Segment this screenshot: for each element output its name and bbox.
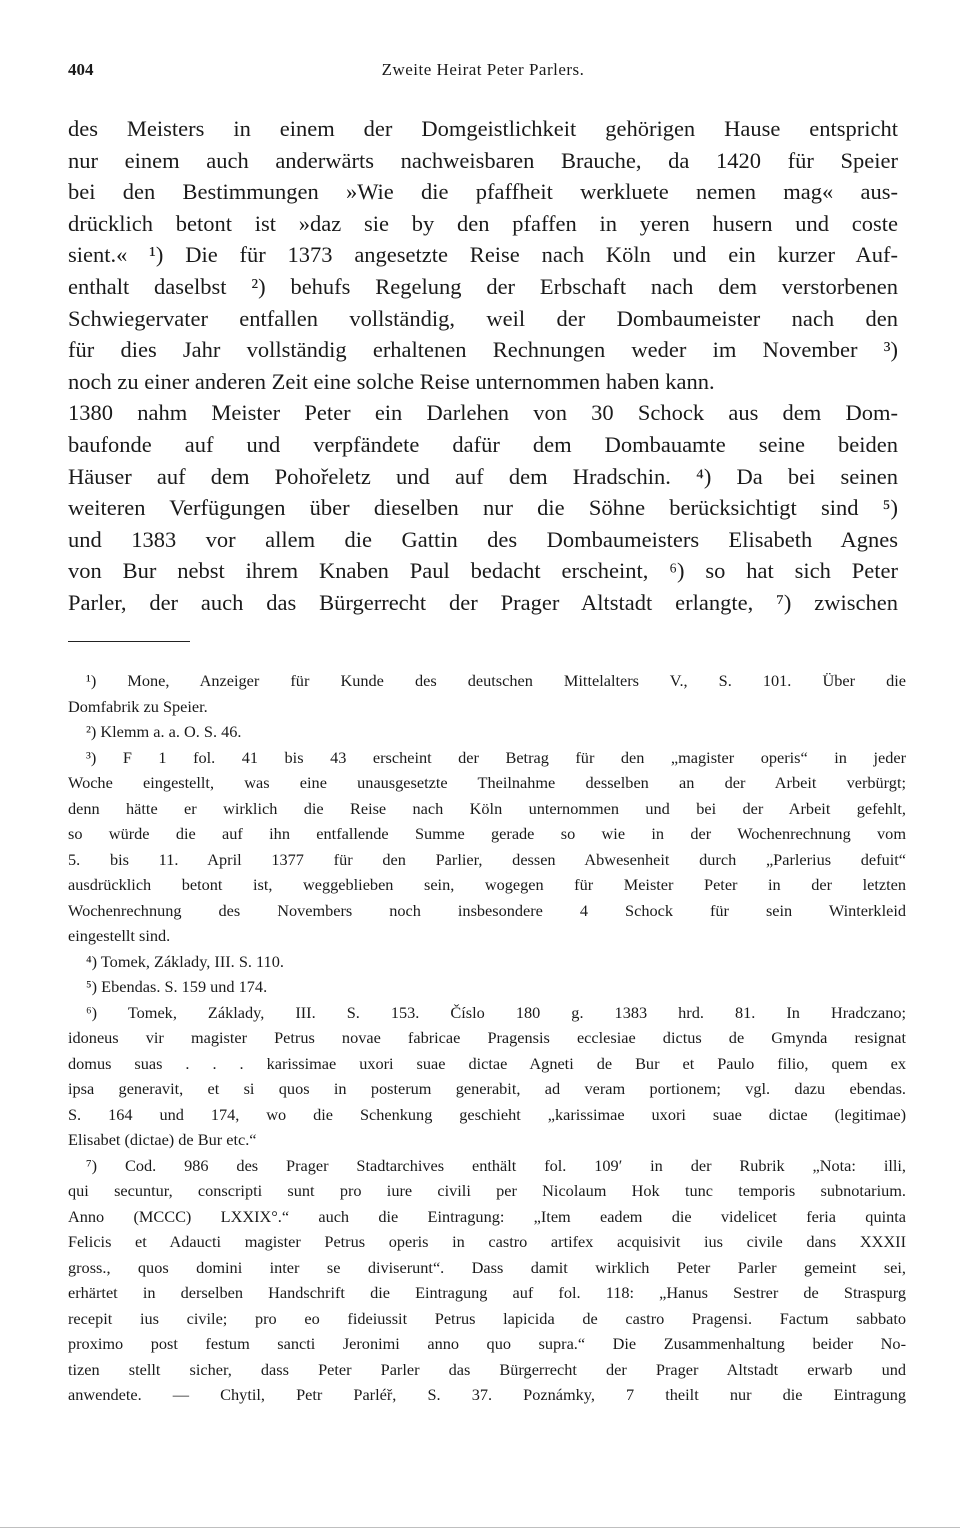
body-line: enthalt daselbst ²) behufs Regelung der Erbschaft nach dem verstorbenen bbox=[68, 273, 898, 299]
footnote-line: idoneus vir magister Petrus novae fabricae Pragensis ecclesiae dictus de Gmynda resignat bbox=[68, 1028, 906, 1047]
footnote-line: so würde die auf ihn entfallende Summe gerade so wie in der Wochenrechnung vom bbox=[68, 824, 906, 843]
footnote-line: Wochenrechnung des Novembers noch insbesondere 4 Schock für sein Winterkleid bbox=[68, 900, 906, 920]
body-line: nur einem auch anderwärts nachweisbaren Brauche, da 1420 für Speier bbox=[68, 147, 898, 173]
body-line: noch zu einer anderen Zeit eine solche Reise unternommen haben kann. bbox=[68, 368, 715, 394]
footnote-line: denn hätte er wirklich die Reise nach Köln unternommen und bei der Arbeit gefehlt, bbox=[68, 798, 906, 818]
footnote-line: ³) F 1 fol. 41 bis 43 erscheint der Betrag für den „magister operis“ in jeder bbox=[86, 747, 906, 767]
footnote-separator bbox=[68, 641, 190, 642]
body-line: Parler, der auch das Bürgerrecht der Prager Altstadt erlangte, ⁷) zwischen bbox=[68, 589, 898, 615]
footnote-line: Elisabet (dictae) de Bur etc.“ bbox=[68, 1130, 257, 1149]
footnote-line: domus suas . . . karissimae uxori suae dictae Agneti de Bur et Paulo filio, quem ex bbox=[68, 1053, 906, 1073]
body-line: drücklich betont ist »daz sie by den pfaffen in yeren husern und coste bbox=[68, 210, 898, 236]
body-line: Häuser auf dem Pohořeletz und auf dem Hradschin. ⁴) Da bei seinen bbox=[68, 463, 898, 489]
footnote-line: ¹) Mone, Anzeiger für Kunde des deutschen Mittelalters V., S. 101. Über die bbox=[86, 671, 906, 690]
footnote-line: Woche eingestellt, was eine unausgesetzte Theilnahme desselben an der Arbeit verbürgt; bbox=[68, 773, 906, 792]
body-line: bei den Bestimmungen »Wie die pfaffheit werkluete nemen mag« aus- bbox=[68, 179, 898, 205]
body-line: weiteren Verfügungen über dieselben nur die Söhne berücksichtigt sind ⁵) bbox=[68, 495, 898, 521]
body-line: für dies Jahr vollständig erhaltenen Rechnungen weder im November ³) bbox=[68, 337, 898, 363]
footnotes bbox=[68, 668, 906, 1408]
footnote-line: ⁵) Ebendas. S. 159 und 174. bbox=[86, 977, 268, 996]
page-header bbox=[68, 60, 898, 90]
footnote-line: 5. bis 11. April 1377 für den Parlier, dessen Abwesenheit durch „Parlerius defuit“ bbox=[68, 849, 906, 869]
footnote-line: Felicis et Adaucti magister Petrus operis in castro artifex acquisivit ius civile dans XXXII bbox=[68, 1232, 906, 1251]
footnote-line: qui secuntur, conscripti sunt pro iure civili per Nicolaum Hok tunc temporis subnotarium. bbox=[68, 1181, 906, 1200]
footnote-line: ⁷) Cod. 986 des Prager Stadtarchives enthält fol. 109′ in der Rubrik „Nota: illi, bbox=[86, 1155, 906, 1175]
body-line: baufonde auf und verpfändete dafür dem Dombauamte seine beiden bbox=[68, 431, 898, 457]
page-number: 404 bbox=[68, 60, 94, 79]
footnote-line: Anno (MCCC) LXXIX°.“ auch die Eintragung: „Item eadem die videlicet feria quinta bbox=[68, 1206, 906, 1226]
footnote-line: anwendete. — Chytil, Petr Parléř, S. 37. Poznámky, 7 theilt nur die Eintragung bbox=[68, 1385, 906, 1404]
page-bottom-edge bbox=[0, 1527, 960, 1528]
footnote-line: ausdrücklich betont ist, weggeblieben sein, wogegen für Meister Peter in der letzten bbox=[68, 875, 906, 894]
running-head: Zweite Heirat Peter Parlers. bbox=[381, 60, 585, 79]
footnote-line: proximo post festum sancti Jeronimi anno quo supra.“ Die Zusammenhaltung beider No- bbox=[68, 1334, 906, 1353]
body-line: und 1383 vor allem die Gattin des Dombaumeisters Elisabeth Agnes bbox=[68, 526, 898, 552]
body-line: von Bur nebst ihrem Knaben Paul bedacht erscheint, ⁶) so hat sich Peter bbox=[68, 558, 898, 584]
main-text bbox=[68, 113, 898, 619]
body-line: Schwiegervater entfallen vollständig, weil der Dombaumeister nach den bbox=[68, 305, 898, 331]
footnote-line: recepit ius civile; pro eo fideiussit Petrus lapicida de castro Pragensi. Factum sabbato bbox=[68, 1308, 906, 1328]
body-line: des Meisters in einem der Domgeistlichkeit gehörigen Hause entspricht bbox=[68, 116, 898, 141]
footnote-line: gross., quos domini inter se diviserunt“. Dass damit wirklich Peter Parler gemeint sei, bbox=[68, 1257, 906, 1277]
footnote-line: ⁶) Tomek, Základy, III. S. 153. Číslo 180 g. 1383 hrd. 81. In Hradczano; bbox=[86, 1002, 906, 1022]
footnote-line: tizen stellt sicher, dass Peter Parler das Bürgerrecht der Prager Altstadt erwarb und bbox=[68, 1359, 906, 1379]
footnote-line: S. 164 und 174, wo die Schenkung geschieht „karissimae uxori suae dictae (legitimae) bbox=[68, 1104, 906, 1124]
footnote-line: ⁴) Tomek, Základy, III. S. 110. bbox=[86, 951, 284, 971]
body-line: 1380 nahm Meister Peter ein Darlehen von 30 Schock aus dem Dom- bbox=[68, 400, 898, 426]
footnote-line: erhärtet in derselben Handschrift die Eintragung auf fol. 118: „Hanus Sestrer de Straspurg bbox=[68, 1283, 906, 1302]
body-line: sient.« ¹) Die für 1373 angesetzte Reise nach Köln und ein kurzer Auf- bbox=[68, 242, 898, 268]
footnote-line: eingestellt sind. bbox=[68, 926, 171, 945]
footnote-line: ²) Klemm a. a. O. S. 46. bbox=[86, 722, 242, 741]
footnote-line: Domfabrik zu Speier. bbox=[68, 696, 208, 716]
footnote-line: ipsa generavit, et si quos in posterum generabit, ad veram portionem; vgl. dazu ebendas. bbox=[68, 1079, 906, 1098]
